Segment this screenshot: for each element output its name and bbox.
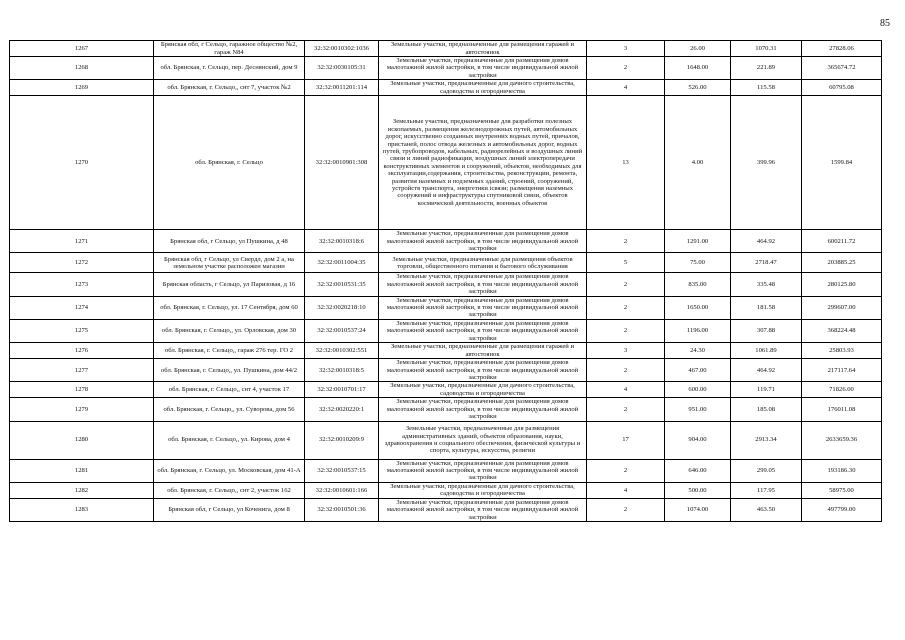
unit-value-cell: 307.88 xyxy=(731,319,802,342)
cadastral-number-cell: 32:32:0010318:6 xyxy=(305,230,379,253)
cadastral-number-cell: 32:32:0010601:166 xyxy=(305,482,379,498)
cadastral-value-cell: 497799.00 xyxy=(802,498,882,521)
address-cell: обл. Брянская, г. Сельцо,, гараж 276 тер. ГО 2 xyxy=(154,343,305,359)
land-use-cell: Земельные участки, предназначенные для размещения домов малоэтажной жилой застройки, в том числе индивидуальной жилой застройки xyxy=(379,57,587,80)
use-code-cell: 4 xyxy=(587,482,665,498)
area-cell: 904.00 xyxy=(665,421,731,459)
row-number: 1269 xyxy=(10,80,154,96)
address-cell: Брянская область, г Сельцо, ул Паризовая, д 16 xyxy=(154,273,305,296)
land-use-cell: Земельные участки, предназначенные для размещения домов малоэтажной жилой застройки, в том числе индивидуальной жилой застройки xyxy=(379,273,587,296)
area-cell: 600.00 xyxy=(665,382,731,398)
row-number: 1277 xyxy=(10,359,154,382)
unit-value-cell: 185.08 xyxy=(731,398,802,421)
cadastral-value-cell: 1599.84 xyxy=(802,96,882,230)
land-use-cell: Земельные участки, предназначенные для дачного строительства, садоводства и огородничества xyxy=(379,80,587,96)
cadastral-number-cell: 32:32:0010901:308 xyxy=(305,96,379,230)
row-number: 1274 xyxy=(10,296,154,319)
use-code-cell: 17 xyxy=(587,421,665,459)
area-cell: 1650.00 xyxy=(665,296,731,319)
cadastral-number-cell: 32:32:0010302:1036 xyxy=(305,41,379,57)
address-cell: Брянская обл, г Сельцо, ул Пушкина, д 48 xyxy=(154,230,305,253)
cadastral-value-cell: 368224.48 xyxy=(802,319,882,342)
cadastral-value-cell: 60795.08 xyxy=(802,80,882,96)
cadastral-value-cell: 58975.00 xyxy=(802,482,882,498)
unit-value-cell: 2718.47 xyxy=(731,253,802,273)
use-code-cell: 2 xyxy=(587,398,665,421)
land-use-cell: Земельные участки, предназначенные для размещения домов малоэтажной жилой застройки, в том числе индивидуальной жилой застройки xyxy=(379,498,587,521)
table-row xyxy=(10,319,882,342)
cadastral-number-cell: 32:32:0010318:5 xyxy=(305,359,379,382)
address-cell: обл. Брянская, г. Сельцо,, ул. Орловская, дом 30 xyxy=(154,319,305,342)
row-number: 1270 xyxy=(10,96,154,230)
table-row xyxy=(10,273,882,296)
row-number: 1273 xyxy=(10,273,154,296)
cadastral-value-cell: 176011.08 xyxy=(802,398,882,421)
land-use-cell: Земельные участки, предназначенные для размещения административных зданий, объектов образования, науки, здравоохранения и социального обеспечения, физической культуры и спорта, культуры, искусства, религии xyxy=(379,421,587,459)
land-use-cell: Земельные участки, предназначенные для размещения домов малоэтажной жилой застройки, в том числе индивидуальной жилой застройки xyxy=(379,359,587,382)
cadastral-value-cell: 25803.93 xyxy=(802,343,882,359)
address-cell: обл. Брянская, г. Сельцо,, ул. Кирова, дом 4 xyxy=(154,421,305,459)
use-code-cell: 2 xyxy=(587,296,665,319)
table-row xyxy=(10,459,882,482)
unit-value-cell: 399.96 xyxy=(731,96,802,230)
cadastral-number-cell: 32:32:0010209:9 xyxy=(305,421,379,459)
table-row xyxy=(10,57,882,80)
area-cell: 1074.00 xyxy=(665,498,731,521)
address-cell: Брянская обл, г Сельцо, ул Коченига, дом 8 xyxy=(154,498,305,521)
land-use-cell: Земельные участки, предназначенные для дачного строительства, садоводства и огородничества xyxy=(379,382,587,398)
cadastral-value-cell: 193186.30 xyxy=(802,459,882,482)
table-row xyxy=(10,359,882,382)
address-cell: обл. Брянская, г. Сельцо,, снт 7, участок №2 xyxy=(154,80,305,96)
use-code-cell: 2 xyxy=(587,359,665,382)
use-code-cell: 2 xyxy=(587,319,665,342)
cadastral-value-table xyxy=(9,40,882,522)
use-code-cell: 2 xyxy=(587,57,665,80)
table-row xyxy=(10,398,882,421)
address-cell: обл. Брянская, г. Сельцо,, ул. Суворова, дом 56 xyxy=(154,398,305,421)
land-use-cell: Земельные участки, предназначенные для размещения домов малоэтажной жилой застройки, в том числе индивидуальной жилой застройки xyxy=(379,459,587,482)
row-number: 1281 xyxy=(10,459,154,482)
area-cell: 75.00 xyxy=(665,253,731,273)
unit-value-cell: 463.50 xyxy=(731,498,802,521)
area-cell: 500.00 xyxy=(665,482,731,498)
row-number: 1271 xyxy=(10,230,154,253)
unit-value-cell: 335.48 xyxy=(731,273,802,296)
use-code-cell: 13 xyxy=(587,96,665,230)
cadastral-number-cell: 32:32:0020218:10 xyxy=(305,296,379,319)
table-row xyxy=(10,253,882,273)
cadastral-value-cell: 203885.25 xyxy=(802,253,882,273)
cadastral-number-cell: 32:32:0010701:17 xyxy=(305,382,379,398)
use-code-cell: 3 xyxy=(587,343,665,359)
land-use-cell: Земельные участки, предназначенные для размещения объектов торговли, общественного питания и бытового обслуживания xyxy=(379,253,587,273)
cadastral-number-cell: 32:32:0010537:24 xyxy=(305,319,379,342)
row-number: 1282 xyxy=(10,482,154,498)
cadastral-value-cell: 600211.72 xyxy=(802,230,882,253)
cadastral-number-cell: 32:32:0010537:15 xyxy=(305,459,379,482)
area-cell: 835.00 xyxy=(665,273,731,296)
cadastral-number-cell: 32:32:0020220:1 xyxy=(305,398,379,421)
use-code-cell: 2 xyxy=(587,459,665,482)
row-number: 1272 xyxy=(10,253,154,273)
unit-value-cell: 1061.89 xyxy=(731,343,802,359)
cadastral-number-cell: 32:32:0010531:35 xyxy=(305,273,379,296)
land-use-cell: Земельные участки, предназначенные для разработки полезных ископаемых, размещения железнодорожных путей, автомобильных дорог, искусственно созданных внутренних водных путей, причалов, пристаней, полос отвода железных и автомобильных дорог, водных путей, трубопроводов, кабельных, радиорелейных и воздушных линий связи и линий радиофикации, воздушных линий электропередачи конструктивных элементов и сооружений, объектов, необходимых для эксплуатации,содержания, строительства, реконструкции, ремонта, развития наземных и подземных зданий, строений, сооружений, устройств транспорта, энергетики iсвязи; размещения наземных сооружений и инфраструктуры спутниковой связи, объектов космической деятельности, военных объектов xyxy=(379,96,587,230)
address-cell: обл. Брянская, г. Сельцо xyxy=(154,96,305,230)
table-row xyxy=(10,498,882,521)
row-number: 1279 xyxy=(10,398,154,421)
cadastral-value-cell: 2633659.36 xyxy=(802,421,882,459)
unit-value-cell: 2913.34 xyxy=(731,421,802,459)
table-row xyxy=(10,41,882,57)
address-cell: обл. Брянская, г. Сельцо, ул. Московская, дом 41-А xyxy=(154,459,305,482)
unit-value-cell: 464.92 xyxy=(731,359,802,382)
table-row xyxy=(10,343,882,359)
land-use-cell: Земельные участки, предназначенные для размещения домов малоэтажной жилой застройки, в том числе индивидуальной жилой застройки xyxy=(379,230,587,253)
address-cell: обл. Брянская, г. Сельцо, ул. 17 Сентября, дом 60 xyxy=(154,296,305,319)
address-cell: обл. Брянская, г. Сельцо, пер. Деснянский, дом 9 xyxy=(154,57,305,80)
table-row xyxy=(10,482,882,498)
area-cell: 951.00 xyxy=(665,398,731,421)
area-cell: 1648.00 xyxy=(665,57,731,80)
cadastral-value-cell: 27828.06 xyxy=(802,41,882,57)
unit-value-cell: 1070.31 xyxy=(731,41,802,57)
use-code-cell: 2 xyxy=(587,273,665,296)
cadastral-number-cell: 32:32:0010302:551 xyxy=(305,343,379,359)
use-code-cell: 4 xyxy=(587,80,665,96)
address-cell: Брянская обл, г Сельцо, ул Свердл, дом 2 а, на земельном участке расположен магазин xyxy=(154,253,305,273)
area-cell: 467.00 xyxy=(665,359,731,382)
area-cell: 4.00 xyxy=(665,96,731,230)
use-code-cell: 3 xyxy=(587,41,665,57)
cadastral-number-cell: 32:32:0010501:36 xyxy=(305,498,379,521)
area-cell: 1291.00 xyxy=(665,230,731,253)
table-row xyxy=(10,421,882,459)
unit-value-cell: 181.58 xyxy=(731,296,802,319)
cadastral-number-cell: 32:32:0011201:114 xyxy=(305,80,379,96)
page-number: 85 xyxy=(880,18,890,29)
table-row xyxy=(10,96,882,230)
area-cell: 26.00 xyxy=(665,41,731,57)
unit-value-cell: 299.05 xyxy=(731,459,802,482)
land-use-cell: Земельные участки, предназначенные для размещения домов малоэтажной жилой застройки, в том числе индивидуальной жилой застройки xyxy=(379,296,587,319)
address-cell: обл. Брянская, г. Сельцо,, снт 4, участок 17 xyxy=(154,382,305,398)
cadastral-number-cell: 32:32:0011004:35 xyxy=(305,253,379,273)
land-use-cell: Земельные участки, предназначенные для дачного строительства, садоводства и огородничества xyxy=(379,482,587,498)
table-row xyxy=(10,382,882,398)
cadastral-value-cell: 365674.72 xyxy=(802,57,882,80)
use-code-cell: 4 xyxy=(587,382,665,398)
table-row xyxy=(10,230,882,253)
unit-value-cell: 117.95 xyxy=(731,482,802,498)
table-row xyxy=(10,296,882,319)
land-use-cell: Земельные участки, предназначенные для размещения гаражей и автостоянок xyxy=(379,343,587,359)
row-number: 1267 xyxy=(10,41,154,57)
table-row xyxy=(10,80,882,96)
cadastral-value-cell: 71826.00 xyxy=(802,382,882,398)
row-number: 1283 xyxy=(10,498,154,521)
row-number: 1268 xyxy=(10,57,154,80)
row-number: 1275 xyxy=(10,319,154,342)
address-cell: обл. Брянская, г. Сельцо,, снт 2, участок 162 xyxy=(154,482,305,498)
area-cell: 1196.00 xyxy=(665,319,731,342)
unit-value-cell: 221.89 xyxy=(731,57,802,80)
cadastral-value-cell: 217117.64 xyxy=(802,359,882,382)
land-use-cell: Земельные участки, предназначенные для размещения домов малоэтажной жилой застройки, в том числе индивидуальной жилой застройки xyxy=(379,398,587,421)
land-use-cell: Земельные участки, предназначенные для размещения домов малоэтажной жилой застройки, в том числе индивидуальной жилой застройки xyxy=(379,319,587,342)
unit-value-cell: 115.58 xyxy=(731,80,802,96)
unit-value-cell: 119.71 xyxy=(731,382,802,398)
use-code-cell: 2 xyxy=(587,230,665,253)
cadastral-value-cell: 280125.80 xyxy=(802,273,882,296)
use-code-cell: 2 xyxy=(587,498,665,521)
area-cell: 646.00 xyxy=(665,459,731,482)
cadastral-number-cell: 32:32:0030105:31 xyxy=(305,57,379,80)
address-cell: обл. Брянская, г. Сельцо,, ул. Пушкина, дом 44/2 xyxy=(154,359,305,382)
use-code-cell: 5 xyxy=(587,253,665,273)
land-use-cell: Земельные участки, предназначенные для размещения гаражей и автостоянок xyxy=(379,41,587,57)
table-body xyxy=(10,41,882,522)
cadastral-value-cell: 299607.00 xyxy=(802,296,882,319)
unit-value-cell: 464.92 xyxy=(731,230,802,253)
area-cell: 24.30 xyxy=(665,343,731,359)
row-number: 1280 xyxy=(10,421,154,459)
row-number: 1278 xyxy=(10,382,154,398)
row-number: 1276 xyxy=(10,343,154,359)
address-cell: Брянская обл, г Сельцо, гаражное общество №2, гараж N84 xyxy=(154,41,305,57)
area-cell: 526.00 xyxy=(665,80,731,96)
